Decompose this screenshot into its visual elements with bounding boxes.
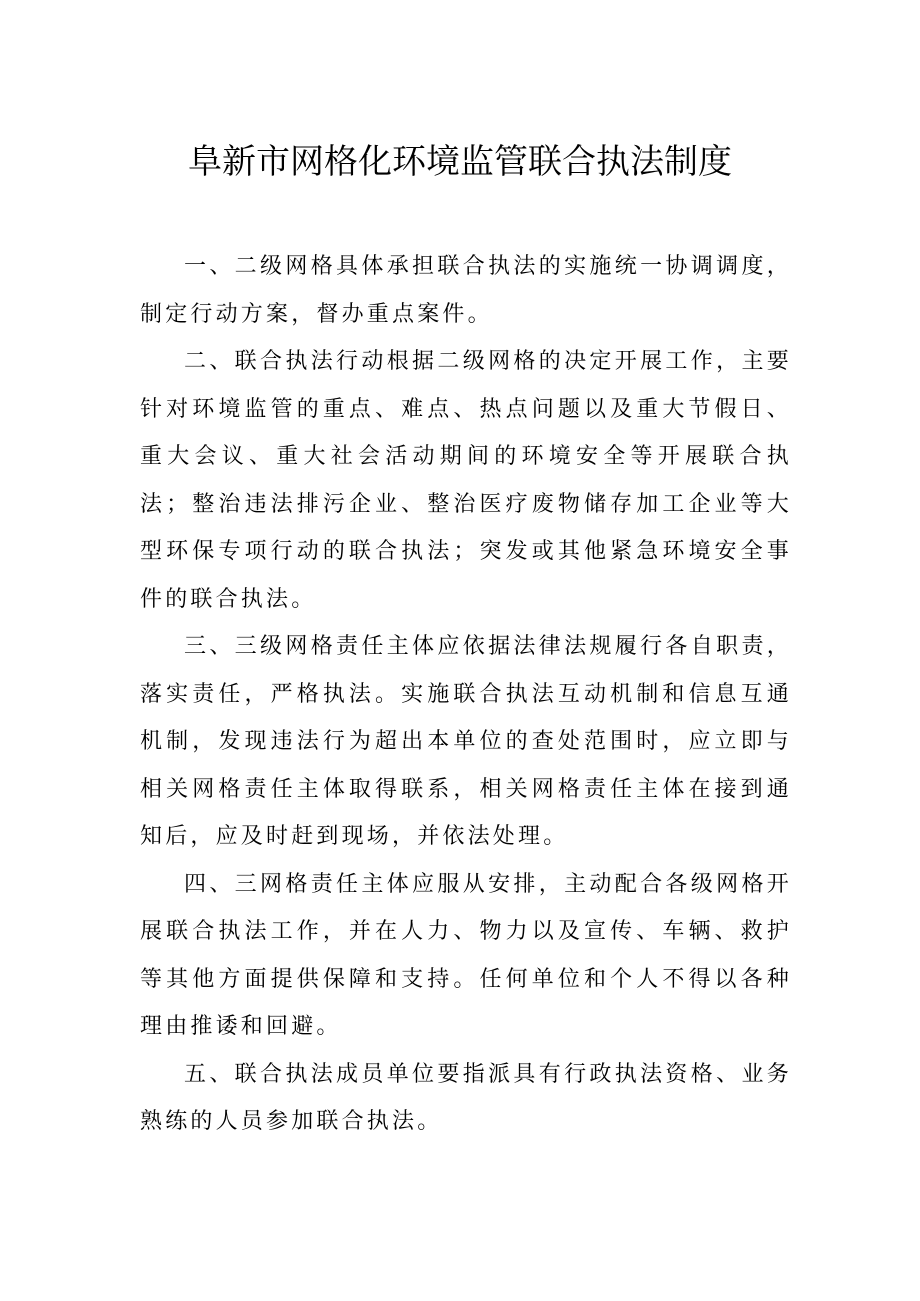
paragraph-4: 四、三网格责任主体应服从安排，主动配合各级网格开展联合执法工作，并在人力、物力以及宣传、车辆、救护等其他方面提供保障和支持。任何单位和个人不得以各种理由推诿和回避。: [140, 871, 792, 1039]
paragraph-5: 五、联合执法成员单位要指派具有行政执法资格、业务熟练的人员参加联合执法。: [140, 1061, 792, 1134]
paragraph-3: 三、三级网格责任主体应依据法律法规履行各自职责，落实责任，严格执法。实施联合执法互动机制和信息互通机制，发现违法行为超出本单位的查处范围时，应立即与相关网格责任主体取得联系，相关网格责任主体在接到通知后，应及时赶到现场，并依法处理。: [140, 634, 792, 849]
paragraph-2: 二、联合执法行动根据二级网格的决定开展工作，主要针对环境监管的重点、难点、热点问题以及重大节假日、重大会议、重大社会活动期间的环境安全等开展联合执法；整治违法排污企业、整治医疗废物储存加工企业等大型环保专项行动的联合执法；突发或其他紧急环境安全事件的联合执法。: [140, 349, 792, 612]
paragraph-1: 一、二级网格具体承担联合执法的实施统一协调调度，制定行动方案，督办重点案件。: [140, 254, 792, 327]
document-body: [140, 243, 792, 1146]
document-title: 阜新市网格化环境监管联合执法制度: [188, 142, 732, 182]
